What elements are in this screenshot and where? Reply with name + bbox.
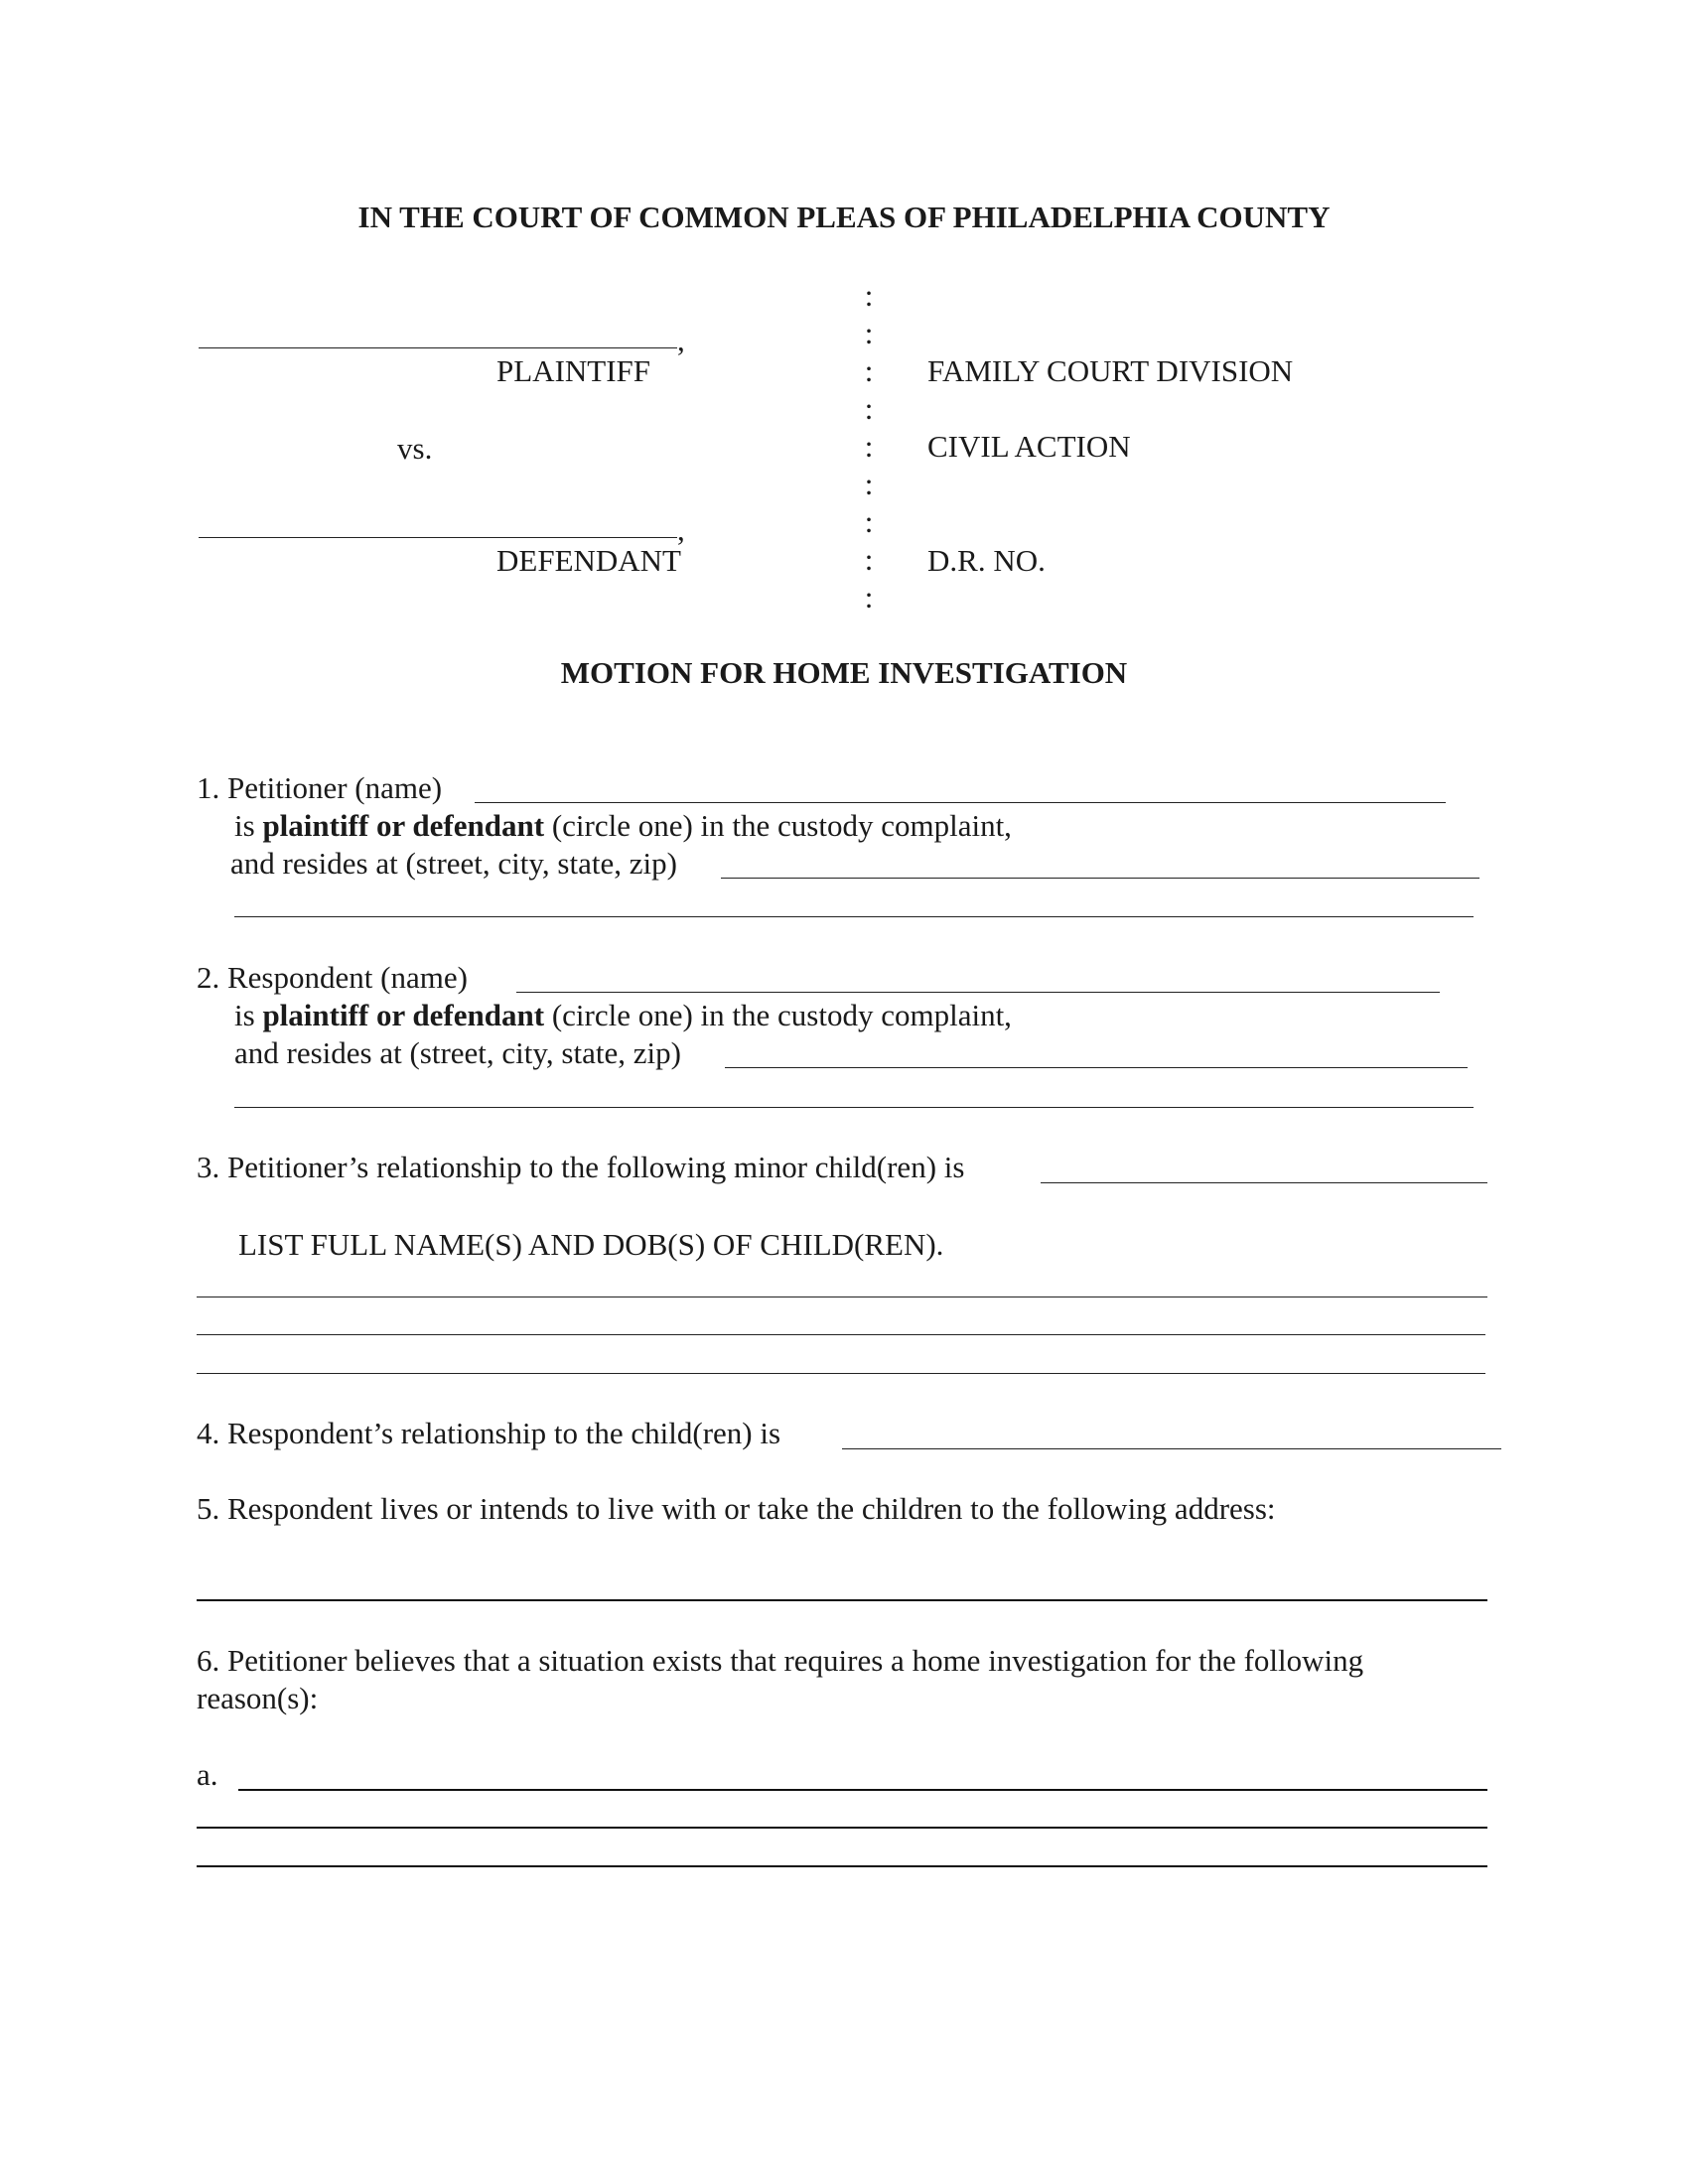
item5-address-line[interactable] <box>197 1599 1487 1601</box>
item3-children-line-3[interactable] <box>197 1373 1485 1374</box>
item2-circle-text: (circle one) in the custody complaint, <box>544 998 1012 1032</box>
item6-reason-line-3[interactable] <box>197 1865 1487 1867</box>
court-title: IN THE COURT OF COMMON PLEAS OF PHILADELPHIA COUNTY <box>357 200 1331 234</box>
item3-children-line-2[interactable] <box>197 1334 1485 1335</box>
item3-list-label: LIST FULL NAME(S) AND DOB(S) OF CHILD(REN). <box>238 1227 944 1262</box>
defendant-comma: , <box>677 512 685 547</box>
item3-relationship-label: 3. Petitioner’s relationship to the following minor child(ren) is <box>197 1150 965 1184</box>
caption-colon-8: : <box>864 542 874 577</box>
caption-colon-9: : <box>864 580 874 614</box>
item2-respondent-label: 2. Respondent (name) <box>197 960 468 995</box>
item6-reason-label-cont: reason(s): <box>197 1681 319 1715</box>
motion-title: MOTION FOR HOME INVESTIGATION <box>560 655 1128 690</box>
action-label: CIVIL ACTION <box>927 429 1131 464</box>
caption-colon-3: : <box>864 353 874 388</box>
caption-colon-6: : <box>864 467 874 501</box>
item6-reason-line-2[interactable] <box>197 1827 1487 1829</box>
plaintiff-label: PLAINTIFF <box>496 353 651 388</box>
item2-respondent-name-line[interactable] <box>516 992 1440 993</box>
caption-colon-1: : <box>864 278 874 313</box>
item2-is: is <box>234 998 263 1032</box>
item1-address-line-1[interactable] <box>721 878 1479 879</box>
item1-party-text <box>234 808 1012 844</box>
defendant-label: DEFENDANT <box>496 543 681 578</box>
caption-colon-7: : <box>864 504 874 539</box>
item1-is: is <box>234 808 263 843</box>
item1-petitioner-label: 1. Petitioner (name) <box>197 770 443 805</box>
item5-address-label: 5. Respondent lives or intends to live with or take the children to the following address: <box>197 1491 1276 1526</box>
item1-party-options[interactable]: plaintiff or defendant <box>262 808 545 843</box>
item2-address-line-2[interactable] <box>234 1107 1474 1108</box>
item6-reason-line-a[interactable] <box>238 1789 1487 1791</box>
item2-address-line-1[interactable] <box>725 1067 1468 1068</box>
plaintiff-name-line[interactable] <box>199 347 677 348</box>
item1-petitioner-name-line[interactable] <box>475 802 1446 803</box>
item2-party-options[interactable]: plaintiff or defendant <box>262 998 545 1032</box>
item2-resides-label: and resides at (street, city, state, zip) <box>234 1035 681 1070</box>
division-label: FAMILY COURT DIVISION <box>927 353 1294 388</box>
caption-colon-4: : <box>864 391 874 426</box>
caption-colon-2: : <box>864 316 874 350</box>
defendant-name-line[interactable] <box>199 537 677 538</box>
item2-party-text <box>234 998 1012 1033</box>
item1-address-line-2[interactable] <box>234 916 1474 917</box>
caption-colon-5: : <box>864 429 874 464</box>
vs-label: vs. <box>397 431 433 466</box>
plaintiff-comma: , <box>677 323 685 357</box>
item1-circle-text: (circle one) in the custody complaint, <box>544 808 1012 843</box>
item4-relationship-line[interactable] <box>842 1448 1501 1449</box>
item1-resides-label: and resides at (street, city, state, zip) <box>230 846 677 881</box>
docket-label: D.R. NO. <box>927 543 1046 578</box>
item6-reason-label: 6. Petitioner believes that a situation exists that requires a home investigation for the following <box>197 1643 1364 1678</box>
item3-relationship-line[interactable] <box>1041 1182 1487 1183</box>
item4-relationship-label: 4. Respondent’s relationship to the child(ren) is <box>197 1416 781 1450</box>
item6-sub-a-label: a. <box>197 1757 218 1792</box>
